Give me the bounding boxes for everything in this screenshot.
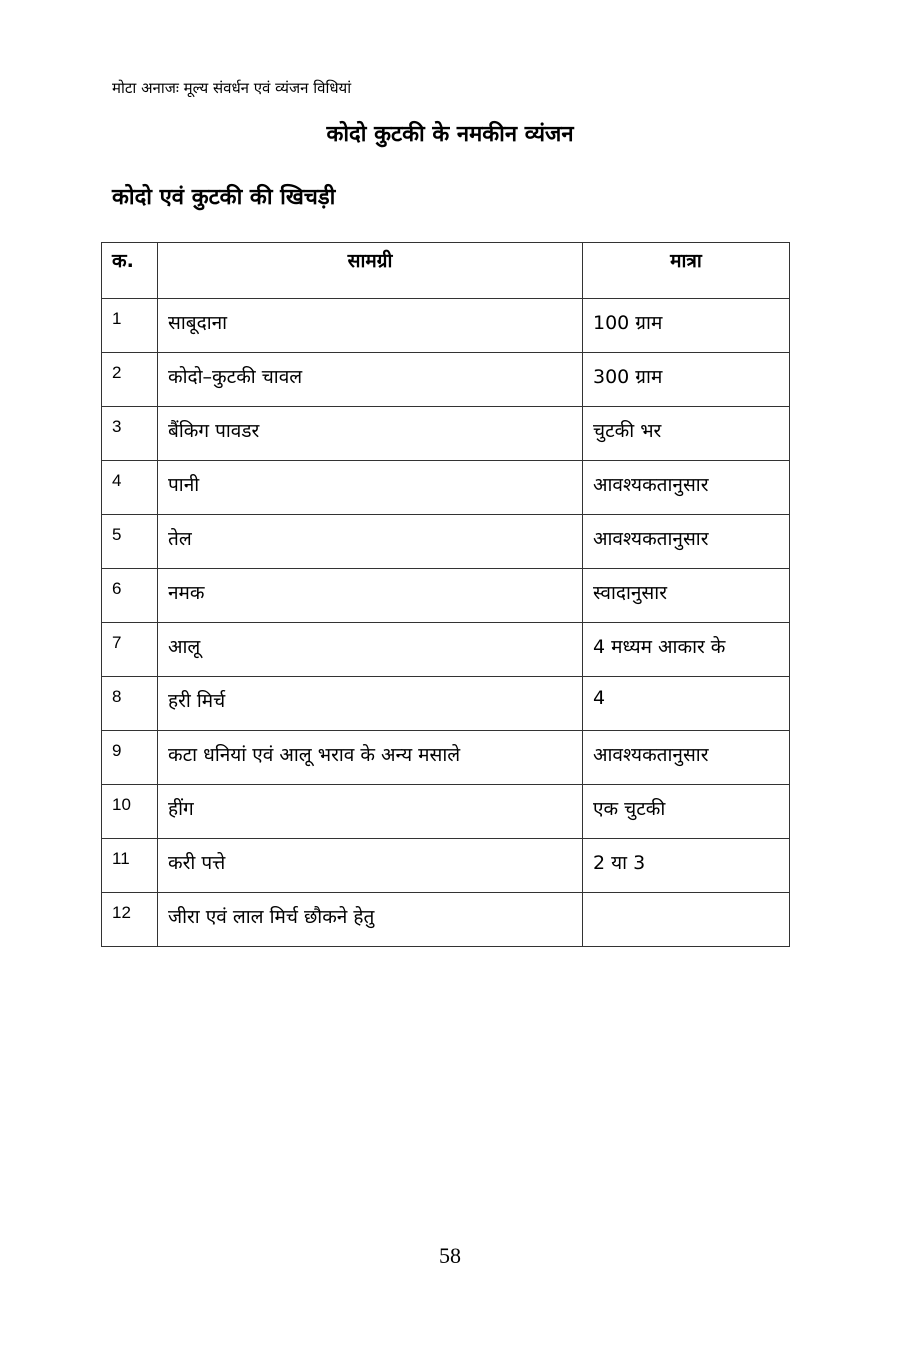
serial-number-cell: 4	[102, 461, 158, 515]
running-header: मोटा अनाजः मूल्य संवर्धन एवं व्यंजन विधियां	[112, 79, 352, 97]
quantity-cell: 2 या 3	[583, 839, 790, 893]
table-row	[102, 299, 790, 353]
quantity-cell: 4	[583, 677, 790, 731]
table-row	[102, 785, 790, 839]
header-serial-number: क.	[102, 243, 158, 299]
serial-number-cell: 8	[102, 677, 158, 731]
table-row	[102, 623, 790, 677]
table-row	[102, 569, 790, 623]
ingredient-cell: पानी	[158, 461, 583, 515]
serial-number-cell: 1	[102, 299, 158, 353]
quantity-cell: 100 ग्राम	[583, 299, 790, 353]
serial-number-cell: 7	[102, 623, 158, 677]
serial-number-cell: 2	[102, 353, 158, 407]
quantity-cell	[583, 893, 790, 947]
ingredient-cell: साबूदाना	[158, 299, 583, 353]
ingredient-cell: कटा धनियां एवं आलू भराव के अन्य मसाले	[158, 731, 583, 785]
ingredient-cell: जीरा एवं लाल मिर्च छौकने हेतु	[158, 893, 583, 947]
ingredient-cell: नमक	[158, 569, 583, 623]
ingredients-table	[101, 242, 790, 947]
quantity-cell: चुटकी भर	[583, 407, 790, 461]
serial-number-cell: 9	[102, 731, 158, 785]
serial-number-cell: 11	[102, 839, 158, 893]
ingredient-cell: बैंकिग पावडर	[158, 407, 583, 461]
ingredient-cell: आलू	[158, 623, 583, 677]
table-row	[102, 353, 790, 407]
serial-number-cell: 3	[102, 407, 158, 461]
table-header-row	[102, 243, 790, 299]
section-title: कोदो कुटकी के नमकीन व्यंजन	[326, 122, 574, 147]
quantity-cell: 300 ग्राम	[583, 353, 790, 407]
table-row	[102, 407, 790, 461]
serial-number-cell: 5	[102, 515, 158, 569]
header-quantity: मात्रा	[583, 243, 790, 299]
table-row	[102, 515, 790, 569]
quantity-cell: आवश्यकतानुसार	[583, 731, 790, 785]
header-ingredient: सामग्री	[158, 243, 583, 299]
serial-number-cell: 12	[102, 893, 158, 947]
quantity-cell: आवश्यकतानुसार	[583, 515, 790, 569]
serial-number-cell: 6	[102, 569, 158, 623]
table-row	[102, 461, 790, 515]
table-row	[102, 677, 790, 731]
table-row	[102, 731, 790, 785]
recipe-title: कोदो एवं कुटकी की खिचड़ी	[112, 185, 336, 210]
quantity-cell: एक चुटकी	[583, 785, 790, 839]
serial-number-cell: 10	[102, 785, 158, 839]
ingredient-cell: कोदो–कुटकी चावल	[158, 353, 583, 407]
ingredient-cell: हींग	[158, 785, 583, 839]
ingredient-cell: हरी मिर्च	[158, 677, 583, 731]
table-row	[102, 839, 790, 893]
page-number: 58	[439, 1243, 461, 1268]
ingredient-cell: तेल	[158, 515, 583, 569]
quantity-cell: स्वादानुसार	[583, 569, 790, 623]
quantity-cell: आवश्यकतानुसार	[583, 461, 790, 515]
ingredient-cell: करी पत्ते	[158, 839, 583, 893]
table-row	[102, 893, 790, 947]
quantity-cell: 4 मध्यम आकार के	[583, 623, 790, 677]
